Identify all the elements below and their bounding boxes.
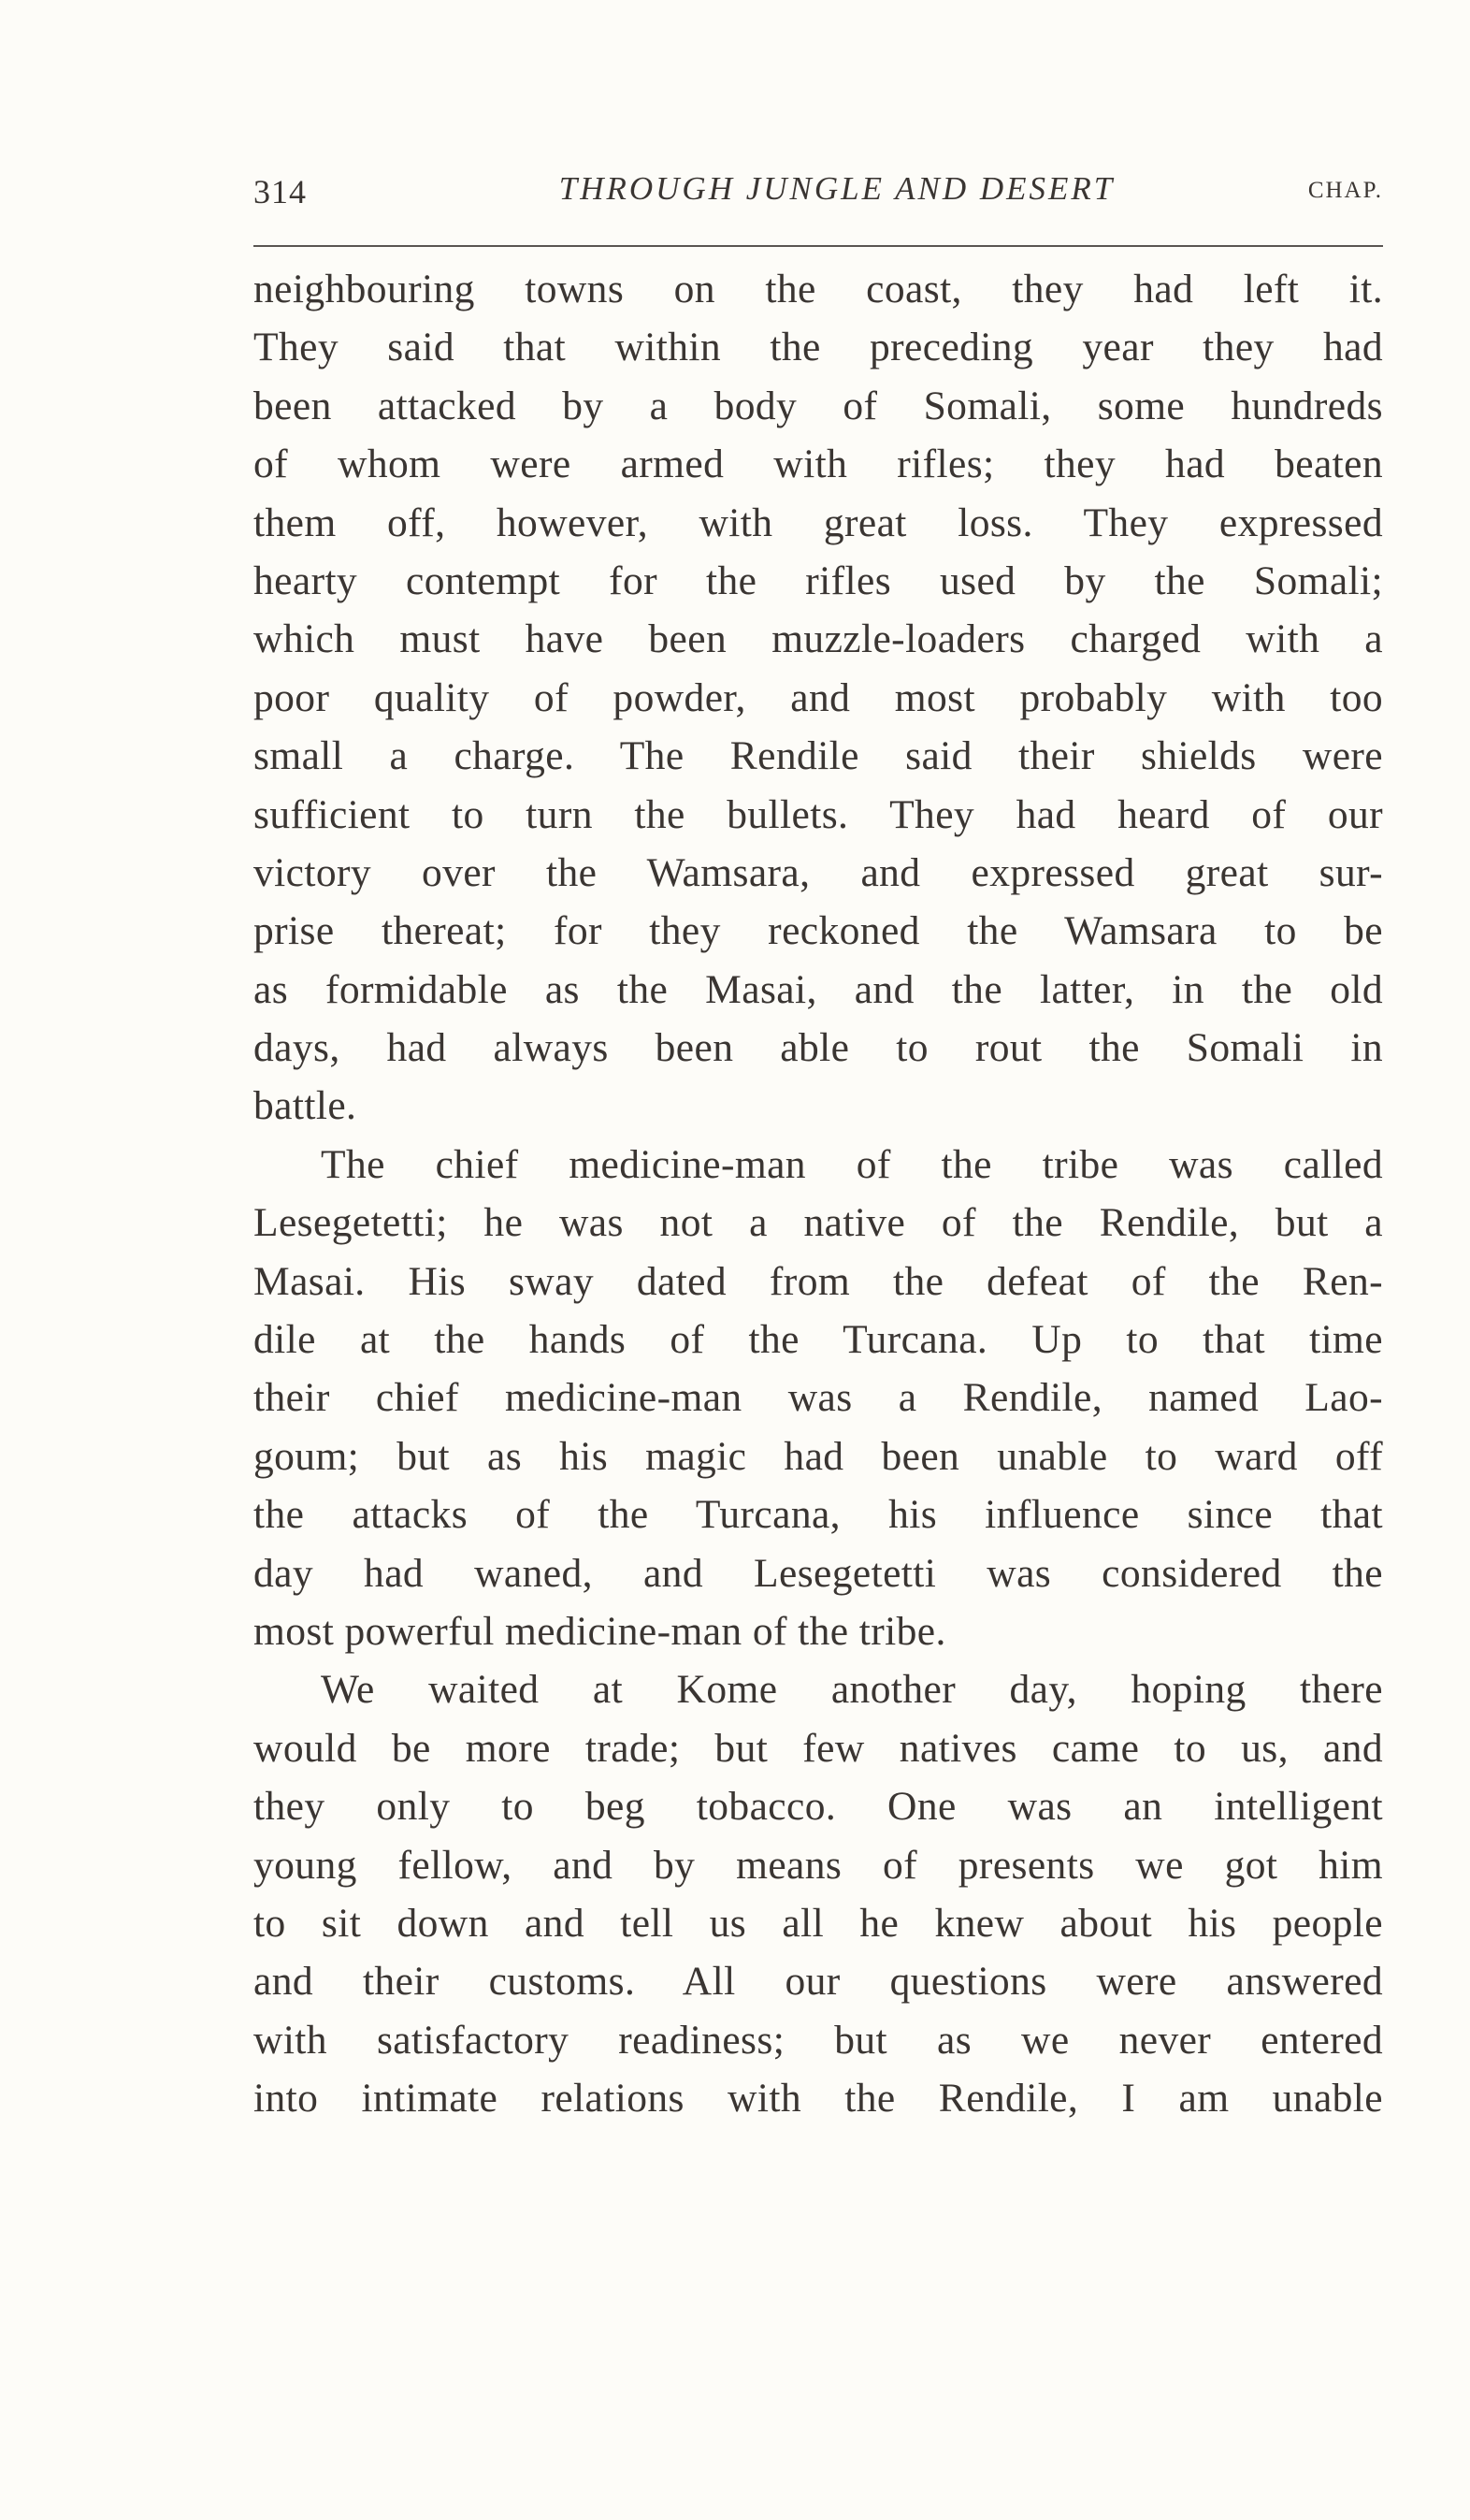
text-line: battle. — [253, 1083, 357, 1129]
text-line: We waited at Kome another day, hoping there — [321, 1667, 1383, 1713]
text-line: most powerful medicine-man of the tribe. — [253, 1608, 946, 1654]
text-line: to sit down and tell us all he knew about his people — [253, 1900, 1383, 1946]
paragraph — [253, 1136, 1383, 1661]
text-line: as formidable as the Masai, and the latter, in the old — [253, 966, 1383, 1012]
text-line: day had waned, and Lesegetetti was considered the — [253, 1550, 1383, 1596]
text-line: goum; but as his magic had been unable to ward off — [253, 1433, 1383, 1479]
text-line: They said that within the preceding year they had — [253, 325, 1383, 370]
paragraph — [253, 260, 1383, 1136]
text-line: The chief medicine-man of the tribe was called — [321, 1141, 1383, 1187]
text-line: they only to beg tobacco. One was an intelligent — [253, 1784, 1383, 1830]
text-line: poor quality of powder, and most probably with too — [253, 674, 1383, 720]
text-line: with satisfactory readiness; but as we never entered — [253, 2017, 1383, 2063]
text-line: Lesegetetti; he was not a native of the Rendile, but a — [253, 1200, 1383, 1246]
text-line: sufficient to turn the bullets. They had heard of our — [253, 791, 1383, 837]
text-line: neighbouring towns on the coast, they had left it. — [253, 267, 1383, 311]
text-line: of whom were armed with rifles; they had beaten — [253, 442, 1383, 487]
header-rule — [253, 245, 1383, 247]
text-line: dile at the hands of the Turcana. Up to that time — [253, 1317, 1383, 1363]
text-line: the attacks of the Turcana, his influence since that — [253, 1492, 1383, 1538]
page-header — [253, 167, 1383, 219]
body-text — [253, 260, 1383, 2128]
paragraph — [253, 1660, 1383, 2127]
page-number: 314 — [253, 173, 307, 210]
text-line: hearty contempt for the rifles used by the Somali; — [253, 558, 1383, 603]
text-line: into intimate relations with the Rendile, I am unable — [253, 2076, 1383, 2122]
text-line: would be more trade; but few natives came to us, and — [253, 1725, 1383, 1771]
text-line: Masai. His sway dated from the defeat of the Ren- — [253, 1258, 1383, 1304]
text-line: and their customs. All our questions were answered — [253, 1959, 1383, 2005]
text-line: prise thereat; for they reckoned the Wamsara to be — [253, 908, 1383, 954]
text-line: been attacked by a body of Somali, some hundreds — [253, 383, 1383, 428]
chapter-label: CHAP. — [1307, 178, 1383, 203]
text-line: their chief medicine-man was a Rendile, named Lao- — [253, 1375, 1383, 1421]
text-line: them off, however, with great loss. They expressed — [253, 500, 1383, 545]
text-line: days, had always been able to rout the Somali in — [253, 1025, 1383, 1071]
text-line: young fellow, and by means of presents we got him — [253, 1842, 1383, 1888]
text-line: small a charge. The Rendile said their shields were — [253, 733, 1383, 779]
running-title: THROUGH JUNGLE AND DESERT — [558, 170, 1116, 207]
text-line: victory over the Wamsara, and expressed great sur- — [253, 849, 1383, 895]
text-line: which must have been muzzle-loaders charged with a — [253, 616, 1383, 662]
